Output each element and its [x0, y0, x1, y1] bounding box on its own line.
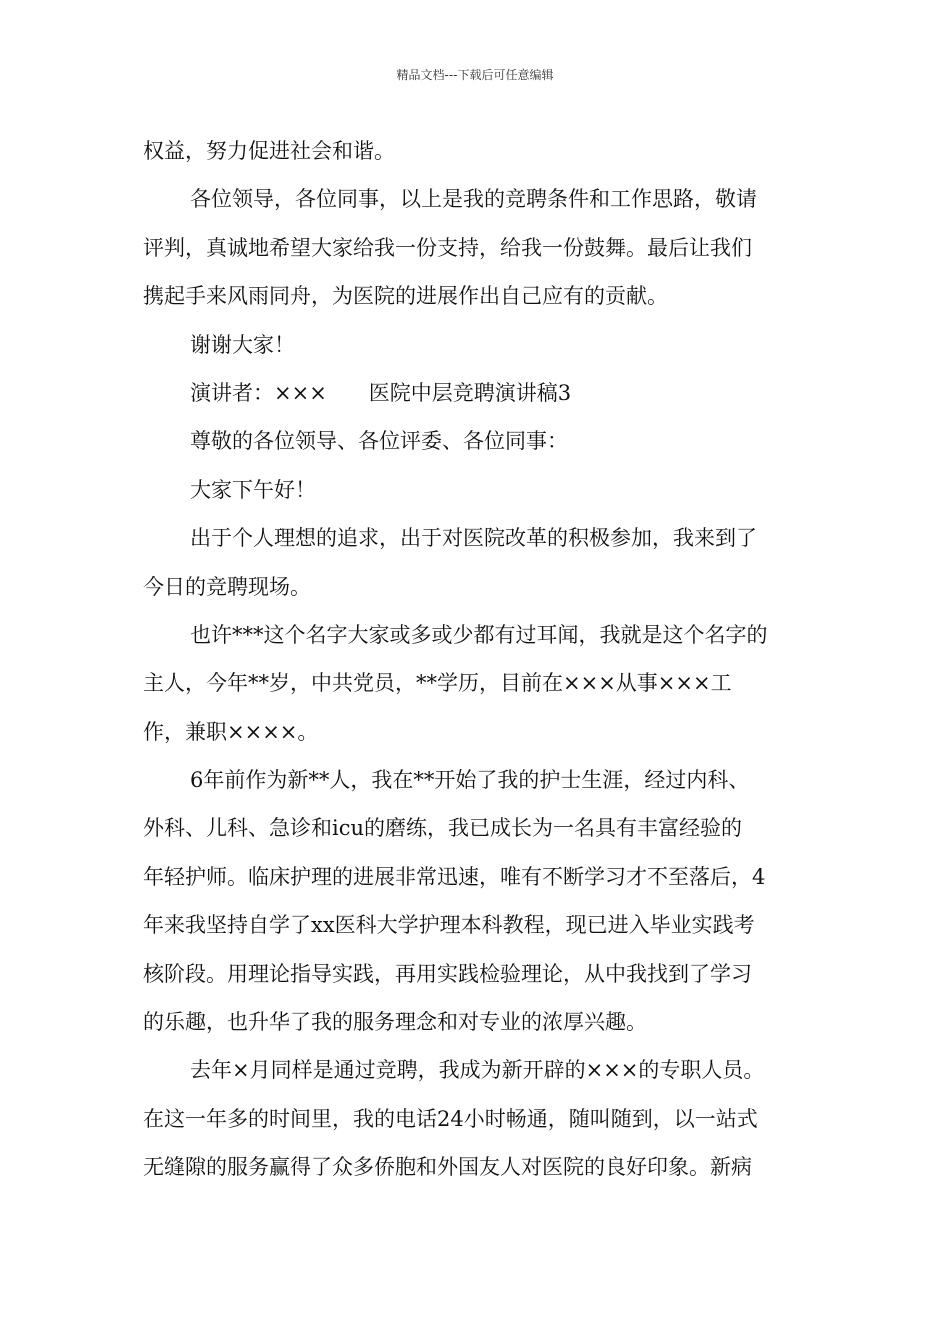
text-line: 权益，努力促进社会和谐。: [143, 139, 395, 163]
text-line: 也许***这个名字大家或多或少都有过耳闻，我就是这个名字的: [190, 622, 768, 647]
text-line: 作，兼职××××。: [143, 719, 319, 744]
document-body: [143, 127, 823, 1192]
text-line: 年来我坚持自学了xx医科大学护理本科教程，现已进入毕业实践考: [143, 913, 755, 938]
text-line: 外科、儿科、急诊和icu的磨练，我已成长为一名具有丰富经验的: [143, 816, 742, 841]
text-line: 去年×月同样是通过竞聘，我成为新开辟的×××的专职人员。: [190, 1058, 765, 1083]
text-line: 在这一年多的时间里，我的电话24小时畅通，随叫随到，以一站式: [143, 1106, 758, 1131]
text-line: 各位领导，各位同事，以上是我的竞聘条件和工作思路，敬请: [190, 187, 757, 212]
text-line: 今日的竞聘现场。: [143, 574, 311, 599]
text-line: 大家下午好！: [190, 477, 316, 502]
text-line: 评判，真诚地希望大家给我一份支持，给我一份鼓舞。最后让我们: [143, 235, 752, 260]
text-line: 核阶段。用理论指导实践，再用实践检验理论，从中我找到了学习: [143, 961, 752, 986]
text-line: 主人，今年**岁，中共党员，**学历，目前在×××从事×××工: [143, 671, 732, 696]
page-header: 精品文档---下载后可任意编辑: [396, 68, 554, 82]
text-line: 年轻护师。临床护理的进展非常迅速，唯有不断学习才不至落后，4: [143, 864, 766, 889]
text-line: 无缝隙的服务赢得了众多侨胞和外国友人对医院的良好印象。新病: [143, 1155, 752, 1180]
text-line: 演讲者：××× 医院中层竞聘演讲稿3: [190, 380, 572, 405]
text-line: 出于个人理想的追求，出于对医院改革的积极参加，我来到了: [190, 526, 757, 551]
text-line: 携起手来风雨同舟，为医院的进展作出自己应有的贡献。: [143, 284, 668, 309]
text-line: 尊敬的各位领导、各位评委、各位同事：: [190, 429, 568, 454]
text-line: 的乐趣，也升华了我的服务理念和对专业的浓厚兴趣。: [143, 1010, 647, 1035]
text-line: 6年前作为新**人，我在**开始了我的护士生涯，经过内科、: [190, 768, 750, 793]
text-line: 谢谢大家！: [190, 332, 295, 357]
